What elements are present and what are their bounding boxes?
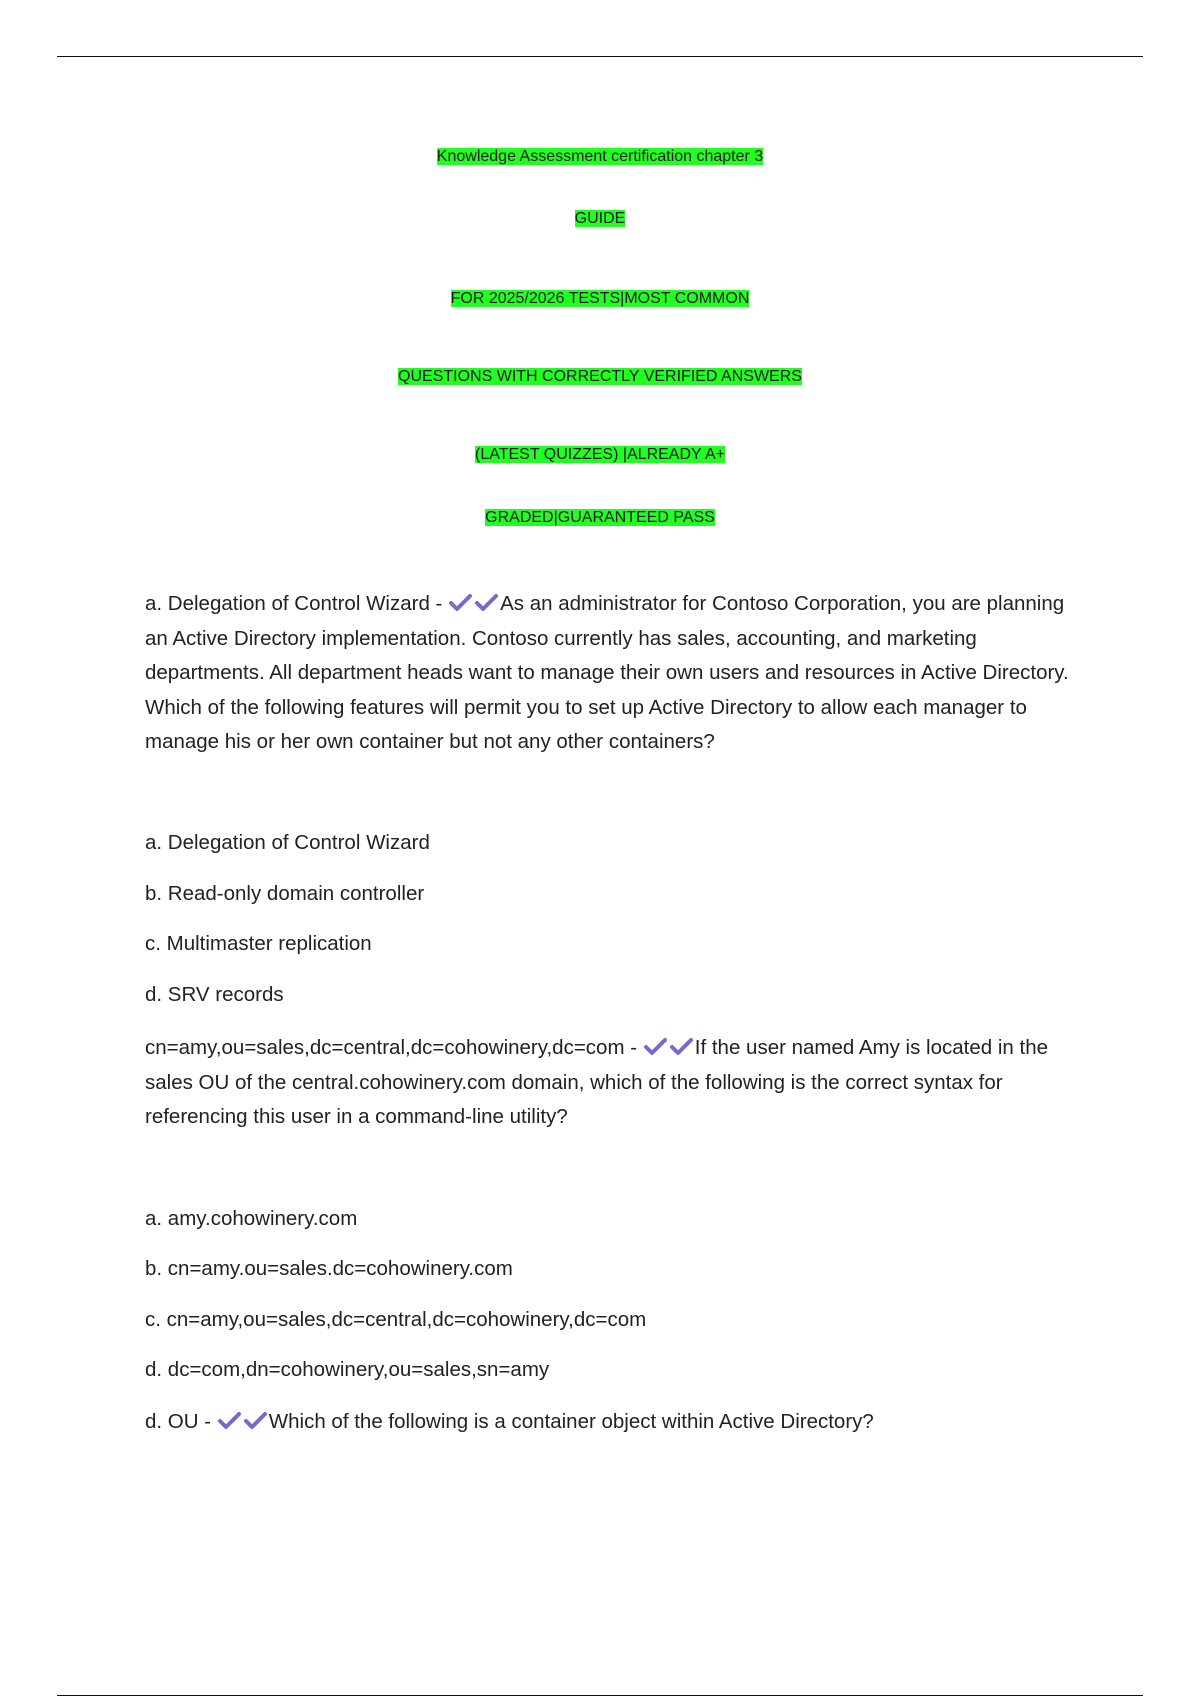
question-1-option-b: b. Read-only domain controller: [145, 882, 425, 905]
title-line-6: GRADED|GUARANTEED PASS: [485, 509, 715, 526]
title-line-5: (LATEST QUIZZES) |ALREADY A+: [474, 446, 725, 463]
question-1-answer: a. Delegation of Control Wizard -: [145, 592, 443, 615]
check-icon: [669, 1037, 695, 1057]
check-icon: [643, 1037, 669, 1057]
top-rule: [57, 56, 1143, 57]
question-1-option-a: a. Delegation of Control Wizard: [145, 831, 430, 854]
question-2-option-d: d. dc=com,dn=cohowinery,ou=sales,sn=amy: [145, 1358, 550, 1381]
bottom-rule: [57, 1695, 1143, 1696]
question-3: [145, 1405, 1090, 1440]
question-1-option-c: c. Multimaster replication: [145, 932, 372, 955]
check-icon: [474, 593, 500, 613]
question-1: [145, 587, 1090, 760]
title-line-1: Knowledge Assessment certification chapter 3: [436, 148, 764, 165]
title-line-3: FOR 2025/2026 TESTS|MOST COMMON: [450, 290, 750, 307]
question-1-text: As an administrator for Contoso Corporation, you are planning an Active Directory implementation. Contoso currently has sales, accounting, and marketing departments. All department heads want to manage their own users and resources in Active Directory. Which of the following features will permit you to set up Active Directory to allow each manager to manage his or her own container but not any other containers?: [145, 592, 1069, 753]
question-2-text: If the user named Amy is located in the sales OU of the central.cohowinery.com domain, which of the following is the correct syntax for referencing this user in a command-line utility?: [145, 1036, 1049, 1128]
check-icon: [217, 1411, 243, 1431]
title-line-4: QUESTIONS WITH CORRECTLY VERIFIED ANSWERS: [398, 368, 802, 385]
title-line-2: GUIDE: [574, 210, 626, 227]
question-2-option-a: a. amy.cohowinery.com: [145, 1207, 358, 1230]
question-2-option-c: c. cn=amy,ou=sales,dc=central,dc=cohowinery,dc=com: [145, 1308, 647, 1331]
question-1-option-d: d. SRV records: [145, 983, 284, 1006]
question-2-answer: cn=amy,ou=sales,dc=central,dc=cohowinery,dc=com -: [145, 1036, 638, 1059]
check-icon: [243, 1411, 269, 1431]
question-3-answer: d. OU -: [145, 1410, 212, 1433]
check-icon: [448, 593, 474, 613]
question-2: [145, 1031, 1095, 1135]
question-2-option-b: b. cn=amy.ou=sales.dc=cohowinery.com: [145, 1257, 513, 1280]
question-3-text: Which of the following is a container object within Active Directory?: [268, 1410, 874, 1433]
